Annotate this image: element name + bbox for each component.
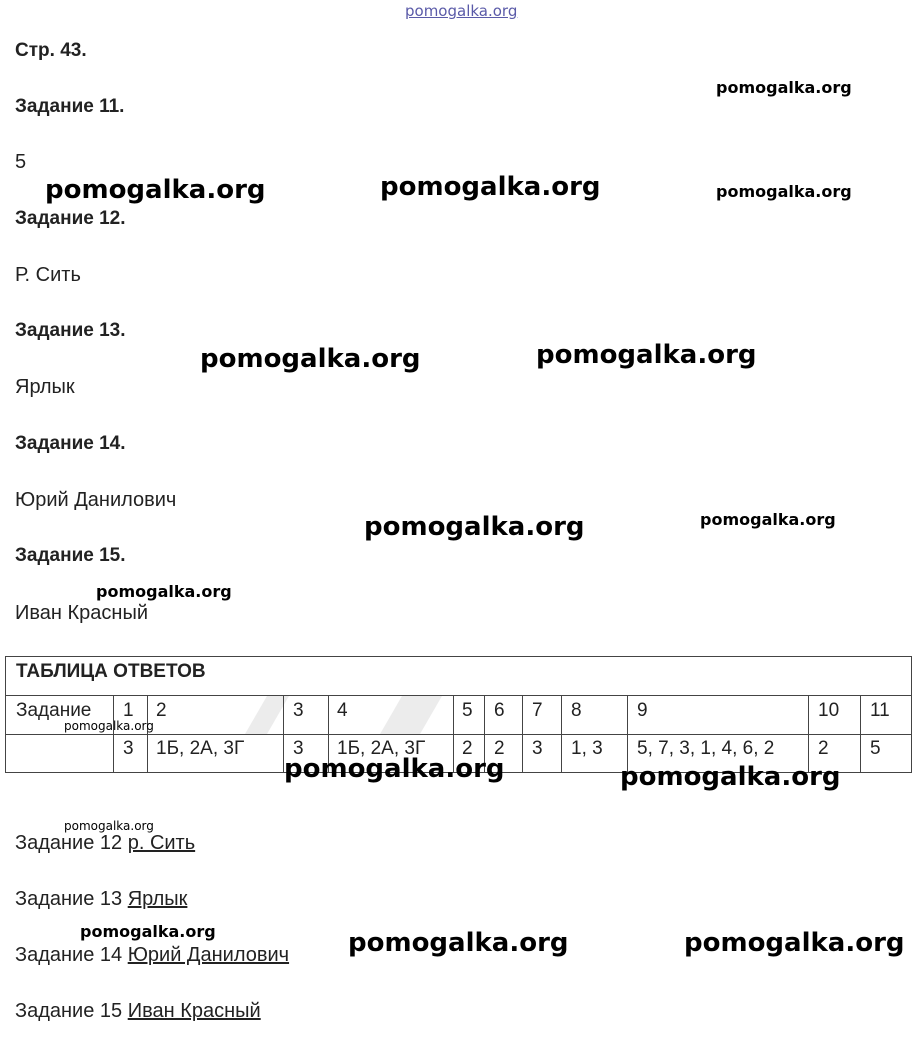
answer-cell: 3 [293,738,304,759]
table-divider [113,695,114,772]
watermark: pomogalka.org [96,582,232,601]
task-15-heading: Задание 15. [15,545,126,566]
summary-label: Задание 13 [15,888,123,910]
task-14-answer: Юрий Данилович [15,489,177,511]
task-number-cell: 11 [870,700,890,721]
answer-cell: 2 [494,738,505,759]
table-divider [561,695,562,772]
watermark: pomogalka.org [200,344,421,374]
task-11-heading: Задание 11. [15,96,125,117]
table-divider [6,734,911,735]
task-number-cell: 7 [532,700,543,721]
watermark: pomogalka.org [716,182,852,201]
summary-label: Задание 12 [15,832,123,854]
summary-value: р. Сить [127,832,196,854]
watermark: pomogalka.org [716,78,852,97]
watermark: pomogalka.org [620,762,841,792]
task-number-cell: 4 [337,700,348,721]
answer-cell: 5, 7, 3, 1, 4, 6, 2 [637,738,775,759]
watermark: pomogalka.org [64,819,154,833]
watermark: pomogalka.org [536,340,757,370]
watermark: pomogalka.org [45,175,266,205]
table-divider [808,695,809,772]
table-divider [6,695,911,696]
task-number-cell: 8 [571,700,582,721]
summary-value: Иван Красный [127,1000,261,1022]
watermark: pomogalka.org [380,172,601,202]
task-number-cell: 10 [818,700,840,721]
watermark: pomogalka.org [700,510,836,529]
task-number-cell: 3 [293,700,304,721]
summary-label: Задание 15 [15,1000,123,1022]
task-14-heading: Задание 14. [15,433,126,454]
answer-cell: 1Б, 2А, 3Г [337,738,426,759]
table-divider [147,695,148,772]
summary-line-12 [15,832,195,855]
summary-line-13 [15,888,187,911]
answer-table-title: ТАБЛИЦА ОТВЕТОВ [16,661,206,682]
summary-line-14 [15,944,289,967]
task-12-answer: Р. Сить [15,264,81,286]
watermark: pomogalka.org [284,754,505,784]
answer-cell: 3 [123,738,134,759]
summary-value: Ярлык [127,888,188,910]
table-divider [522,695,523,772]
summary-line-15 [15,1000,261,1023]
summary-value: Юрий Данилович [127,944,290,966]
table-header-label: Задание [16,700,92,721]
task-number-cell: 5 [462,700,473,721]
table-divider [860,695,861,772]
task-number-cell: 6 [494,700,505,721]
answer-cell: 1, 3 [571,738,603,759]
table-divider [627,695,628,772]
watermark: pomogalka.org [684,928,905,958]
watermark: pomogalka.org [364,512,585,542]
watermark[interactable]: pomogalka.org [405,2,518,20]
answer-cell: 2 [818,738,829,759]
answer-cell: 2 [462,738,473,759]
page-reference: Стр. 43. [15,40,87,61]
task-15-answer: Иван Красный [15,602,148,624]
answer-cell: 3 [532,738,543,759]
answer-cell: 1Б, 2А, 3Г [156,738,245,759]
watermark: pomogalka.org [80,922,216,941]
task-number-cell: 1 [123,700,134,721]
task-12-heading: Задание 12. [15,208,126,229]
summary-label: Задание 14 [15,944,123,966]
task-number-cell: 9 [637,700,648,721]
task-number-cell: 2 [156,700,167,721]
task-13-heading: Задание 13. [15,320,126,341]
faint-arrow-shape [379,695,442,735]
task-11-answer: 5 [15,151,27,173]
task-13-answer: Ярлык [15,376,75,398]
answer-cell: 5 [870,738,881,759]
watermark: pomogalka.org [348,928,569,958]
watermark: pomogalka.org [64,719,154,733]
